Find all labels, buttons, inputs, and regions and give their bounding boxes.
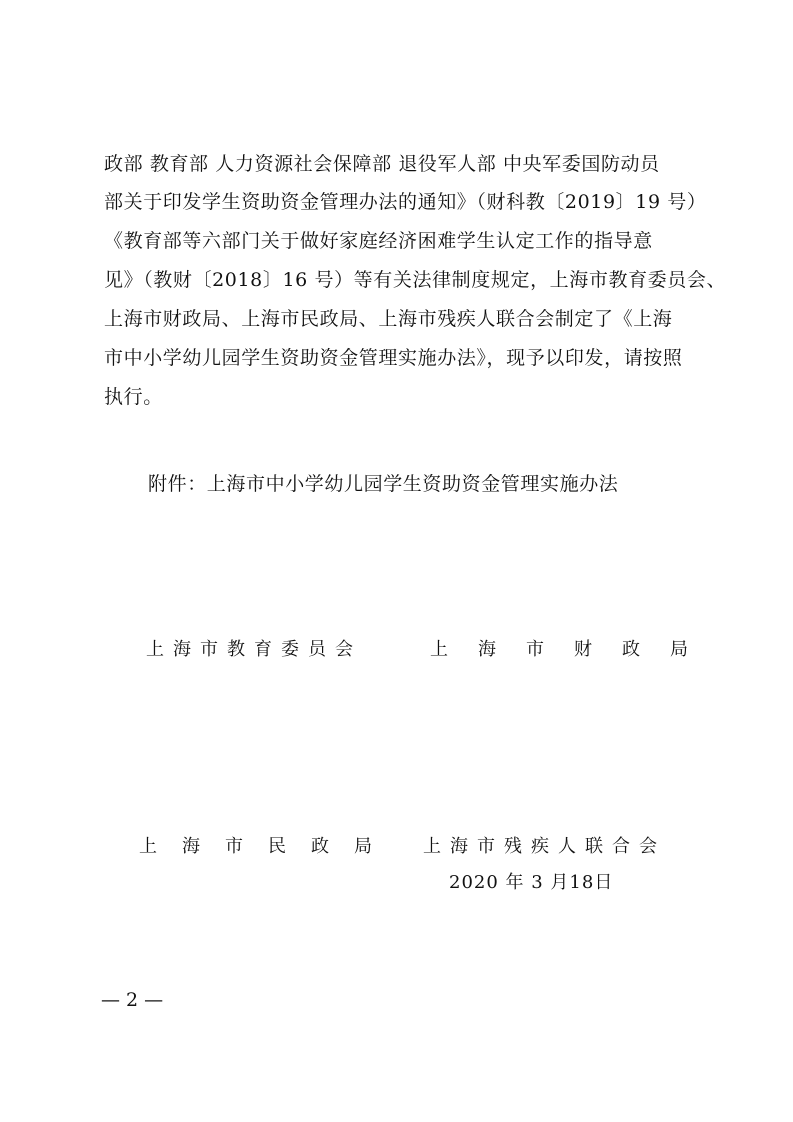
body-line-4: 见》（教财〔2018〕16 号）等有关法律制度规定，上海市教育委员会、	[104, 269, 727, 291]
signatory-education-commission: 上海市教育委员会	[146, 639, 362, 660]
body-line-3: 《教育部等六部门关于做好家庭经济困难学生认定工作的指导意	[104, 230, 653, 252]
body-line-5: 上海市财政局、上海市民政局、上海市残疾人联合会制定了《上海	[104, 308, 673, 330]
issue-date: 2020 年 3 月18日	[449, 872, 614, 893]
attachment-note: 附件：上海市中小学幼儿园学生资助资金管理实施办法	[148, 473, 619, 495]
signatory-finance-bureau: 上海市财政局	[430, 639, 718, 660]
body-line-1: 政部 教育部 人力资源社会保障部 退役军人部 中央军委国防动员	[104, 153, 660, 175]
body-line-6: 市中小学幼儿园学生资助资金管理实施办法》，现予以印发，请按照	[104, 347, 683, 369]
page-number: — 2 —	[101, 989, 164, 1011]
body-line-7: 执行。	[104, 386, 163, 408]
signatory-disabled-federation: 上海市残疾人联合会	[423, 836, 666, 857]
signatory-civil-affairs-bureau: 上海市民政局	[139, 836, 397, 857]
body-line-2: 部关于印发学生资助资金管理办法的通知》（财科教〔2019〕19 号）	[104, 191, 707, 213]
